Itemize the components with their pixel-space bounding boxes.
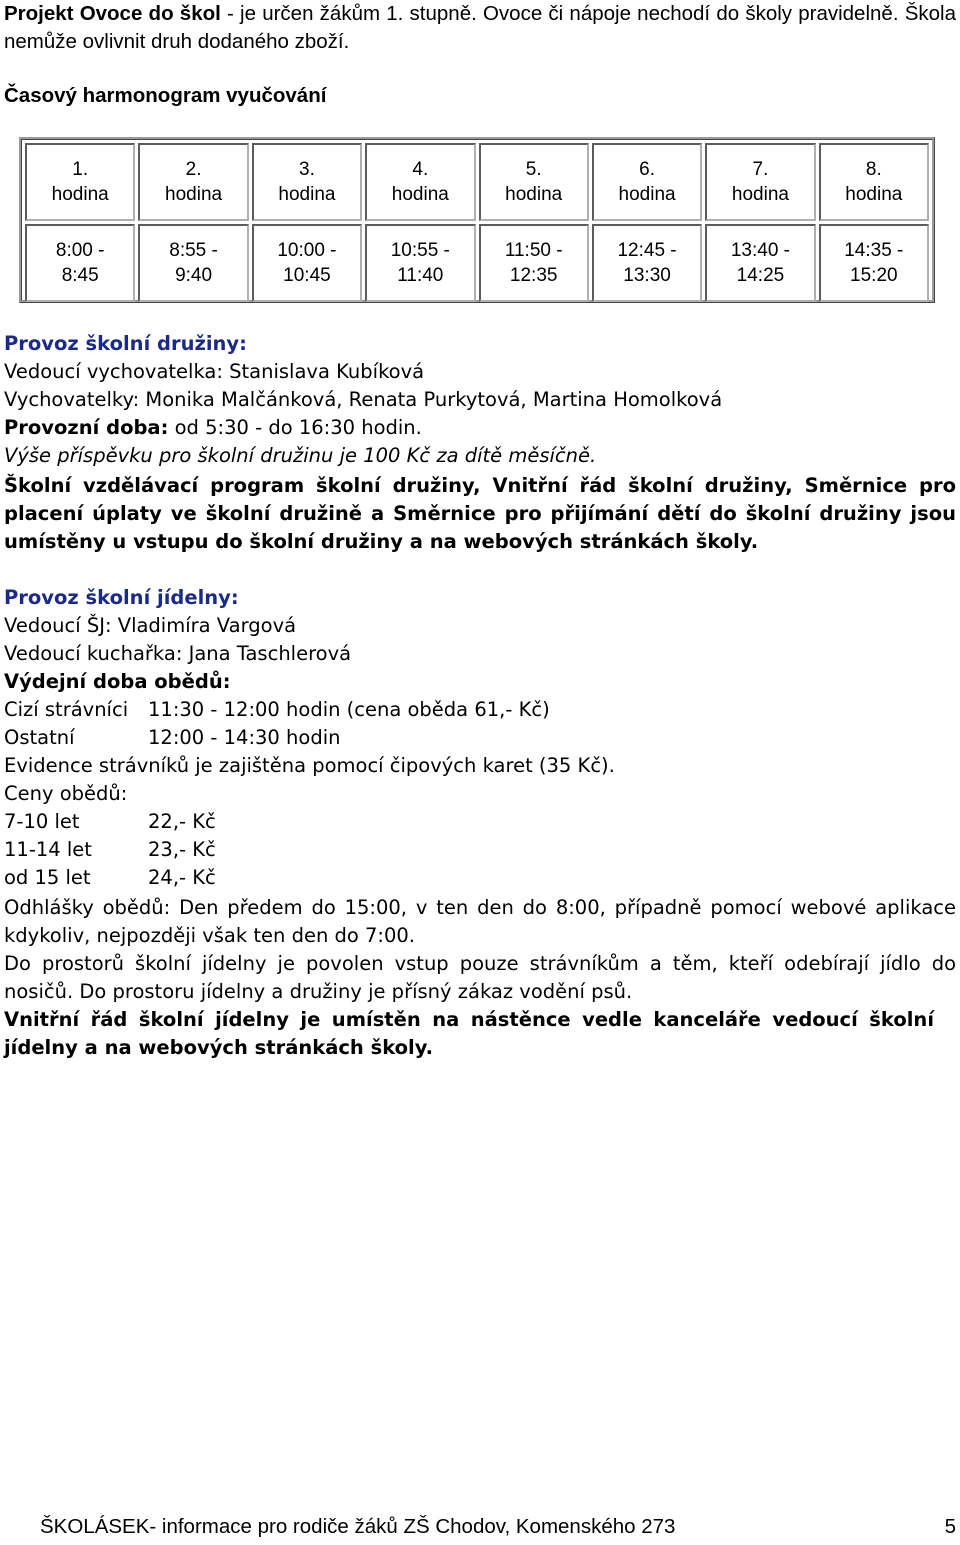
cancel-text: Den předem do 15:00, v ten den do 8:00, případně pomocí webové aplikace kdykoliv, nejpozději však ten den do 7:00. xyxy=(4,896,956,947)
druzina-leader: Vedoucí vychovatelka: Stanislava Kubíková xyxy=(4,360,425,383)
price-value: 24,- Kč xyxy=(148,866,216,889)
schedule-table xyxy=(19,137,935,303)
cancel-label: Odhlášky obědů: xyxy=(4,896,171,919)
hour-cell: 8. hodina xyxy=(819,143,929,221)
time-cell: 8:00 - 8:45 xyxy=(25,224,135,302)
hour-cell: 2. hodina xyxy=(138,143,248,221)
serving-time: 11:30 - 12:00 hodin (cena oběda 61,- Kč) xyxy=(148,698,550,721)
druzina-fee: Výše příspěvku pro školní družinu je 100 Kč za dítě měsíčně. xyxy=(4,444,597,467)
hours-row xyxy=(25,143,929,221)
serving-row: Cizí strávníci xyxy=(4,698,129,721)
price-value: 22,- Kč xyxy=(148,810,216,833)
time-cell: 8:55 - 9:40 xyxy=(138,224,248,302)
hour-cell: 6. hodina xyxy=(592,143,702,221)
serving-time: 12:00 - 14:30 hodin xyxy=(148,726,341,749)
times-row xyxy=(25,224,929,302)
druzina-hours-label: Provozní doba: xyxy=(4,416,169,439)
hour-cell: 7. hodina xyxy=(705,143,815,221)
evidence-text: Evidence strávníků je zajištěna pomocí čipových karet (35 Kč). xyxy=(4,754,615,777)
hour-cell: 3. hodina xyxy=(252,143,362,221)
footer-text: ŠKOLÁSEK- informace pro rodiče žáků ZŠ Chodov, Komenského 273 xyxy=(40,1515,676,1538)
price-age: 11-14 let xyxy=(4,838,92,861)
hour-cell: 4. hodina xyxy=(365,143,475,221)
time-cell: 10:55 - 11:40 xyxy=(365,224,475,302)
price-value: 23,- Kč xyxy=(148,838,216,861)
jidelna-leader: Vedoucí ŠJ: Vladimíra Vargová xyxy=(4,614,297,637)
time-cell: 11:50 - 12:35 xyxy=(479,224,589,302)
time-cell: 12:45 - 13:30 xyxy=(592,224,702,302)
time-cell: 14:35 - 15:20 xyxy=(819,224,929,302)
druzina-hours xyxy=(4,416,422,439)
prices-heading: Ceny obědů: xyxy=(4,782,128,805)
time-cell: 13:40 - 14:25 xyxy=(705,224,815,302)
page-footer xyxy=(40,1515,956,1539)
jidelna-heading: Provoz školní jídelny: xyxy=(4,586,239,609)
jidelna-cook: Vedoucí kuchařka: Jana Taschlerová xyxy=(4,642,352,665)
druzina-hours-value: od 5:30 - do 16:30 hodin. xyxy=(168,416,422,439)
schedule-title: Časový harmonogram vyučování xyxy=(4,84,327,107)
rules-paragraph: Vnitřní řád školní jídelny je umístěn na nástěnce vedle kanceláře vedoucí školní jídelny a na webových stránkách školy. xyxy=(4,1008,934,1059)
druzina-heading: Provoz školní družiny: xyxy=(4,332,247,355)
price-age: 7-10 let xyxy=(4,810,80,833)
druzina-staff: Vychovatelky: Monika Malčánková, Renata Purkytová, Martina Homolková xyxy=(4,388,723,411)
serving-row: Ostatní xyxy=(4,726,75,749)
serving-heading: Výdejní doba obědů: xyxy=(4,670,231,693)
time-cell: 10:00 - 10:45 xyxy=(252,224,362,302)
cancel-paragraph xyxy=(4,894,956,950)
intro-text: - je určen žákům 1. stupně. Ovoce či nápoje nechodí do školy pravidelně. Škola nemůže ovlivnit druh dodaného zboží. xyxy=(4,2,956,53)
price-age: od 15 let xyxy=(4,866,91,889)
page-number: 5 xyxy=(944,1515,956,1538)
druzina-documents: Školní vzdělávací program školní družiny, Vnitřní řád školní družiny, Směrnice pro placení úplaty ve školní družině a Směrnice pro přijímání dětí do školní družiny jsou umístěny u vstupu do školní družiny a na webových stránkách školy. xyxy=(4,474,956,553)
access-paragraph: Do prostorů školní jídelny je povolen vstup pouze strávníkům a těm, kteří odebírají jídlo do nosičů. Do prostoru jídelny a družiny je přísný zákaz vodění psů. xyxy=(4,952,956,1003)
hour-cell: 5. hodina xyxy=(479,143,589,221)
hour-cell: 1. hodina xyxy=(25,143,135,221)
intro-bold: Projekt Ovoce do škol xyxy=(4,2,221,25)
intro-paragraph xyxy=(4,0,956,56)
